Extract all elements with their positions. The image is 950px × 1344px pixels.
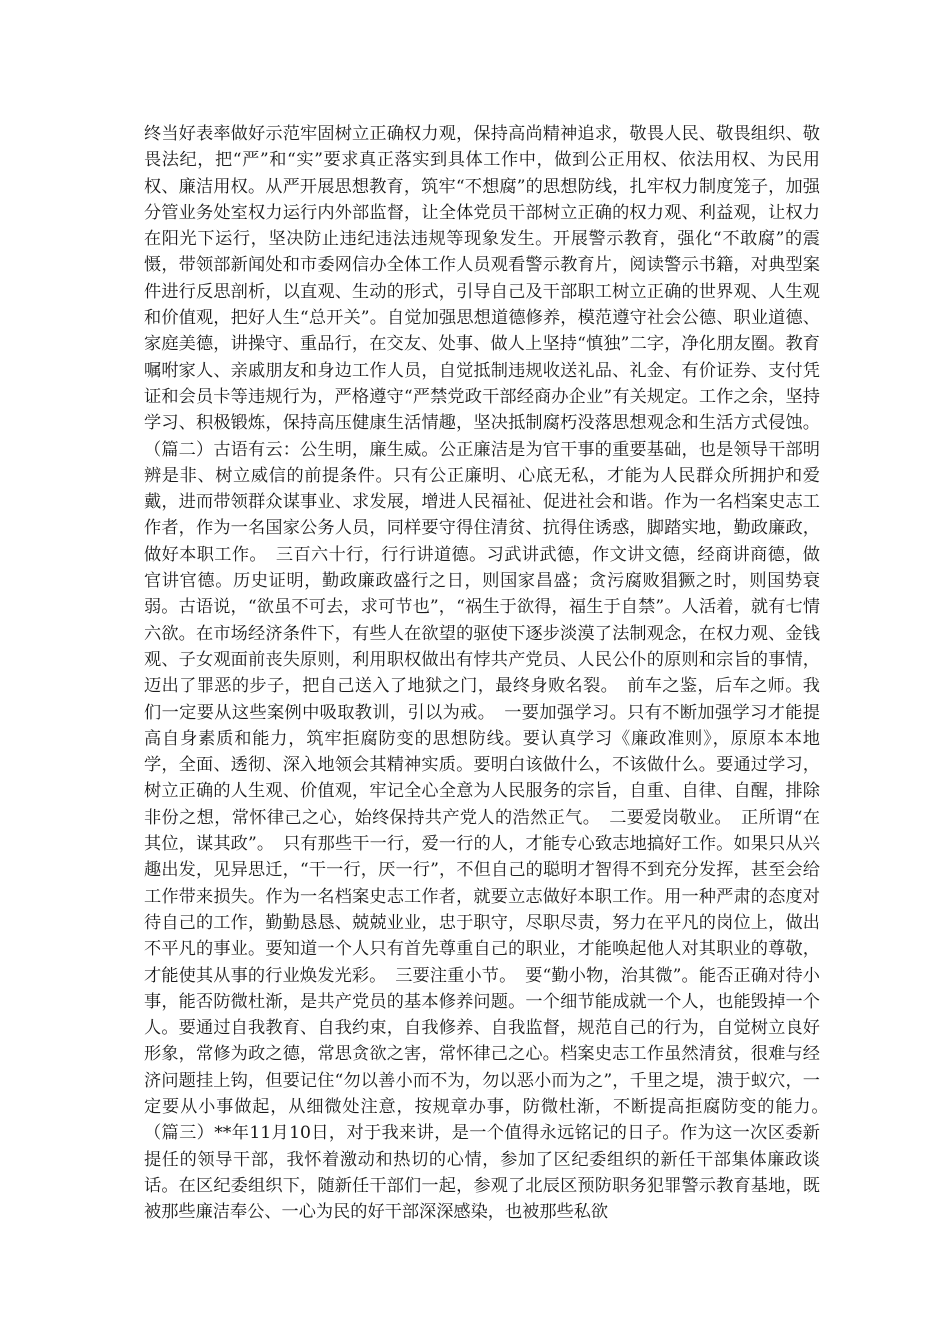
body-text: 终当好表率做好示范牢固树立正确权力观，保持高尚精神追求，敬畏人民、敬畏组织、敬畏法纪，把“严”和“实”要求真正落实到具体工作中，做到公正用权、依法用权、为民用权、廉洁用权。从严开展思想教育，筑牢“不想腐”的思想防线，扎牢权力制度笼子，加强分管业务处室权力运行内外部监督，让全体党员干部树立正确的权力观、利益观，让权力在阳光下运行，坚决防止违纪违法违规等现象发生。开展警示教育，强化“不敢腐”的震慑，带领部新闻处和市委网信办全体工作人员观看警示教育片，阅读警示书籍，对典型案件进行反思剖析，以直观、生动的形式，引导自己及干部职工树立正确的世界观、人生观和价值观，把好人生“总开关”。自觉加强思想道德修养，模范遵守社会公德、职业道德、家庭美德，讲操守、重品行，在交友、处事、做人上坚持“慎独”二字，净化朋友圈。教育嘱咐家人、亲戚朋友和身边工作人员，自觉抵制违规收送礼品、礼金、有价证券、支付凭证和会员卡等违规行为，严格遵守“严禁党政干部经商办企业”有关规定。工作之余，坚持学习、积极锻炼，保持高压健康生活情趣，坚决抵制腐朽没落思想观念和生活方式侵蚀。（篇二）古语有云：公生明，廉生威。公正廉洁是为官干事的重要基础，也是领导干部明辨是非、树立威信的前提条件。只有公正廉明、心底无私，才能为人民群众所拥护和爱戴，进而带领群众谋事业、求发展，增进人民福祉、促进社会和谐。作为一名档案史志工作者，作为一名国家公务人员，同样要守得住清贫、抗得住诱惑，脚踏实地，勤政廉政，做好本职工作。 三百六十行，行行讲道德。习武讲武德，作文讲文德，经商讲商德，做官讲官德。历史证明，勤政廉政盛行之日，则国家昌盛；贪污腐败猖獗之时，则国势衰弱。古语说，“欲虽不可去，求可节也”，“祸生于欲得，福生于自禁”。人活着，就有七情六欲。在市场经济条件下，有些人在欲望的驱使下逐步淡漠了法制观念，在权力观、金钱观、子女观面前丧失原则，利用职权做出有悖共产党员、人民公仆的原则和宗旨的事情，迈出了罪恶的步子，把自己送入了地狱之门，最终身败名裂。 前车之鉴，后车之师。我们一定要从这些案例中吸取教训，引以为戒。 一要加强学习。只有不断加强学习才能提高自身素质和能力，筑牢拒腐防变的思想防线。要认真学习《廉政准则》，原原本本地学，全面、透彻、深入地领会其精神实质。要明白该做什么，不该做什么。要通过学习，树立正确的人生观、价值观，牢记全心全意为人民服务的宗旨，自重、自律、自醒，排除非份之想，常怀律己之心，始终保持共产党人的浩然正气。 二要爱岗敬业。 正所谓“在其位，谋其政”。 只有那些干一行，爱一行的人，才能专心致志地搞好工作。如果只从兴趣出发，见异思迁，“干一行，厌一行”，不但自己的聪明才智得不到充分发挥，甚至会给工作带来损失。作为一名档案史志工作者，就要立志做好本职工作。用一种严肃的态度对待自己的工作，勤勤恳恳、兢兢业业，忠于职守，尽职尽责，努力在平凡的岗位上，做出不平凡的事业。要知道一个人只有首先尊重自己的职业，才能唤起他人对其职业的尊敬，才能使其从事的行业焕发光彩。 三要注重小节。 要“勤小物，治其微”。能否正确对待小事，能否防微杜渐，是共产党员的基本修养问题。一个细节能成就一个人，也能毁掉一个人。要通过自我教育、自我约束，自我修养、自我监督，规范自己的行为，自觉树立良好形象，常修为政之德，常思贪欲之害，常怀律己之心。档案史志工作虽然清贫，很难与经济问题挂上钩，但要记住“勿以善小而不为，勿以恶小而为之”，千里之堤，溃于蚁穴，一定要从小事做起，从细微处注意，按规章办事，防微杜渐，不断提高拒腐防变的能力。 （篇三）**年11月10日，对于我来讲，是一个值得永远铭记的日子。作为这一次区委新提任的领导干部，我怀着激动和热切的心情，参加了区纪委组织的新任干部集体廉政谈话。在区纪委组织下，随新任干部们一起，参观了北辰区预防职务犯罪警示教育基地，既被那些廉洁奉公、一心为民的好干部深深感染，也被那些私欲 — [144, 124, 838, 1223]
